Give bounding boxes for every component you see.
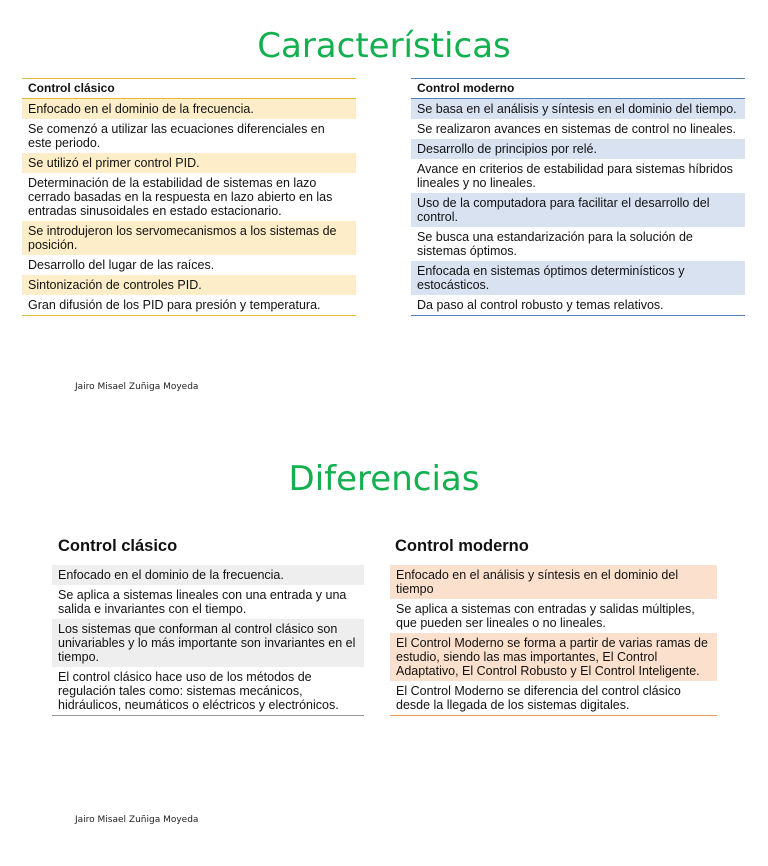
modern-heading: Control moderno <box>395 537 529 555</box>
table-row: Los sistemas que conforman al control clásico son univariables y lo más importante son invariantes en el tiempo. <box>52 619 364 667</box>
table-row: Enfocado en el dominio de la frecuencia. <box>22 99 356 120</box>
table-row: Se comenzó a utilizar las ecuaciones diferenciales en este periodo. <box>28 122 325 150</box>
table-row: Se basa en el análisis y síntesis en el dominio del tiempo. <box>411 99 745 120</box>
table-row: Enfocada en sistemas óptimos determinísticos y estocásticos. <box>411 261 745 295</box>
table-row: Se aplica a sistemas lineales con una entrada y una salida e invariantes con el tiempo. <box>58 588 347 616</box>
table-row: Gran difusión de los PID para presión y temperatura. <box>28 298 321 312</box>
table-row: Determinación de la estabilidad de sistemas en lazo cerrado basadas en la respuesta en lazo abierto en las entradas sinusoidales en estado estacionario. <box>28 176 333 218</box>
slide2-author: Jairo Misael Zuñiga Moyeda <box>75 815 199 825</box>
table-row: Enfocado en el dominio de la frecuencia. <box>52 565 364 585</box>
classic-differences-table <box>52 565 364 716</box>
slide2-title: Diferencias <box>288 459 480 499</box>
table-row: El Control Moderno se diferencia del control clásico desde la llegada de los sistemas digitales. <box>396 684 681 712</box>
table-row: Da paso al control robusto y temas relativos. <box>417 298 664 312</box>
table-header: Control clásico <box>22 79 356 99</box>
table-header: Control moderno <box>411 79 745 99</box>
table-row: Avance en criterios de estabilidad para sistemas híbridos lineales y no lineales. <box>417 162 733 190</box>
table-row: Uso de la computadora para facilitar el desarrollo del control. <box>411 193 745 227</box>
table-row: Se realizaron avances en sistemas de control no lineales. <box>417 122 736 136</box>
table-row: Se introdujeron los servomecanismos a los sistemas de posición. <box>22 221 356 255</box>
modern-differences-table <box>390 565 717 716</box>
slide1-author: Jairo Misael Zuñiga Moyeda <box>75 382 199 392</box>
table-row: Se utilizó el primer control PID. <box>22 153 356 173</box>
slide1-title: Características <box>257 26 511 66</box>
table-row: Se busca una estandarización para la solución de sistemas óptimos. <box>417 230 693 258</box>
classic-heading: Control clásico <box>58 537 178 555</box>
table-row: Sintonización de controles PID. <box>22 275 356 295</box>
table-row: El control clásico hace uso de los métodos de regulación tales como: sistemas mecánicos, hidráulicos, neumáticos o eléctricos y electrónicos. <box>58 670 339 712</box>
table-row: Se aplica a sistemas con entradas y salidas múltiples, que pueden ser lineales o no lineales. <box>396 602 695 630</box>
modern-characteristics-table <box>411 78 745 316</box>
table-row: Desarrollo del lugar de las raíces. <box>28 258 215 272</box>
table-row: Enfocado en el análisis y síntesis en el dominio del tiempo <box>390 565 717 599</box>
table-row: El Control Moderno se forma a partir de varias ramas de estudio, siendo las mas importantes, El Control Adaptativo, El Control Robusto y El Control Inteligente. <box>390 633 717 681</box>
classic-characteristics-table <box>22 78 356 316</box>
table-row: Desarrollo de principios por relé. <box>411 139 745 159</box>
